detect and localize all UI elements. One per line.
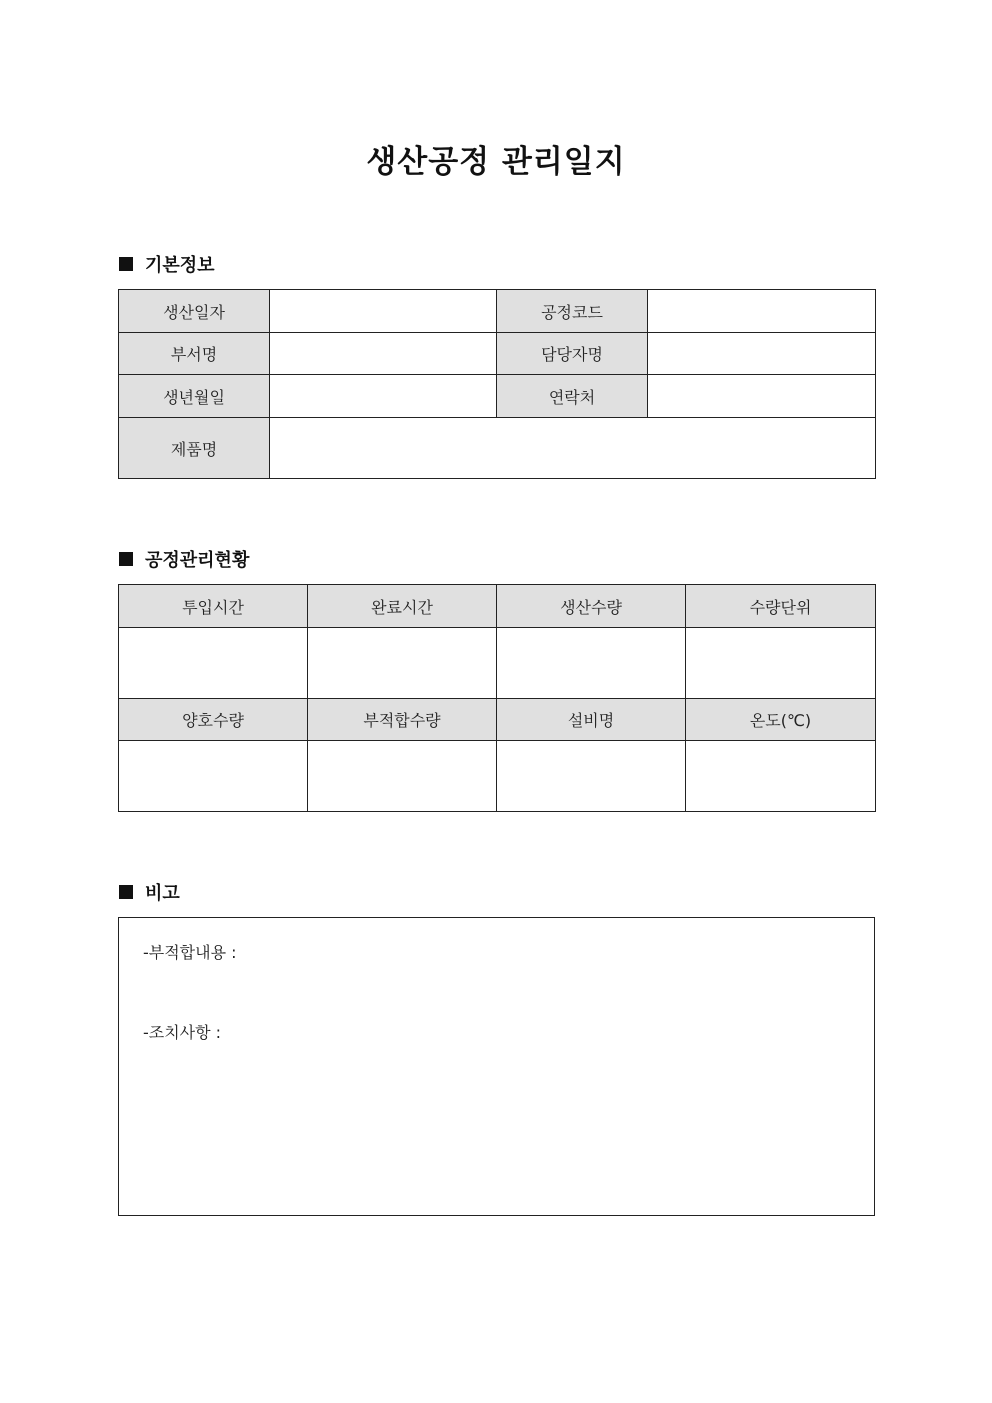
completion-time-field[interactable] xyxy=(308,628,497,699)
input-time-label: 투입시간 xyxy=(119,585,308,628)
corrective-action-label: -조치사항 : xyxy=(143,1023,222,1042)
section-process-label: 공정관리현황 xyxy=(145,550,250,571)
good-quantity-label: 양호수량 xyxy=(119,699,308,741)
quantity-unit-label: 수량단위 xyxy=(686,585,876,628)
square-bullet-icon xyxy=(119,552,133,566)
page-title: 생산공정 관리일지 xyxy=(366,144,626,180)
production-quantity-field[interactable] xyxy=(497,628,686,699)
birth-date-label: 생년월일 xyxy=(119,375,270,418)
product-name-field[interactable] xyxy=(270,418,876,479)
good-quantity-field[interactable] xyxy=(119,741,308,812)
nonconforming-quantity-field[interactable] xyxy=(308,741,497,812)
product-name-label: 제품명 xyxy=(119,418,270,479)
completion-time-label: 완료시간 xyxy=(308,585,497,628)
quantity-unit-field[interactable] xyxy=(686,628,876,699)
remarks-box[interactable] xyxy=(118,917,875,1216)
section-process-heading xyxy=(119,547,249,571)
contact-label: 연락처 xyxy=(497,375,648,418)
production-date-field[interactable] xyxy=(270,290,497,333)
process-status-table xyxy=(118,584,876,812)
temperature-label: 온도(℃) xyxy=(686,699,876,741)
section-remarks-label: 비고 xyxy=(145,883,180,904)
nonconformity-content-label: -부적합내용 : xyxy=(143,943,237,962)
equipment-name-field[interactable] xyxy=(497,741,686,812)
department-field[interactable] xyxy=(270,333,497,375)
temperature-field[interactable] xyxy=(686,741,876,812)
process-code-field[interactable] xyxy=(648,290,876,333)
process-code-label: 공정코드 xyxy=(497,290,648,333)
square-bullet-icon xyxy=(119,257,133,271)
section-basic-heading xyxy=(119,252,215,276)
input-time-field[interactable] xyxy=(119,628,308,699)
square-bullet-icon xyxy=(119,885,133,899)
nonconforming-quantity-label: 부적합수량 xyxy=(308,699,497,741)
contact-field[interactable] xyxy=(648,375,876,418)
department-label: 부서명 xyxy=(119,333,270,375)
basic-info-table xyxy=(118,289,876,479)
production-date-label: 생산일자 xyxy=(119,290,270,333)
section-basic-label: 기본정보 xyxy=(145,255,215,276)
manager-label: 담당자명 xyxy=(497,333,648,375)
manager-field[interactable] xyxy=(648,333,876,375)
equipment-name-label: 설비명 xyxy=(497,699,686,741)
production-quantity-label: 생산수량 xyxy=(497,585,686,628)
section-remarks-heading xyxy=(119,880,180,904)
birth-date-field[interactable] xyxy=(270,375,497,418)
